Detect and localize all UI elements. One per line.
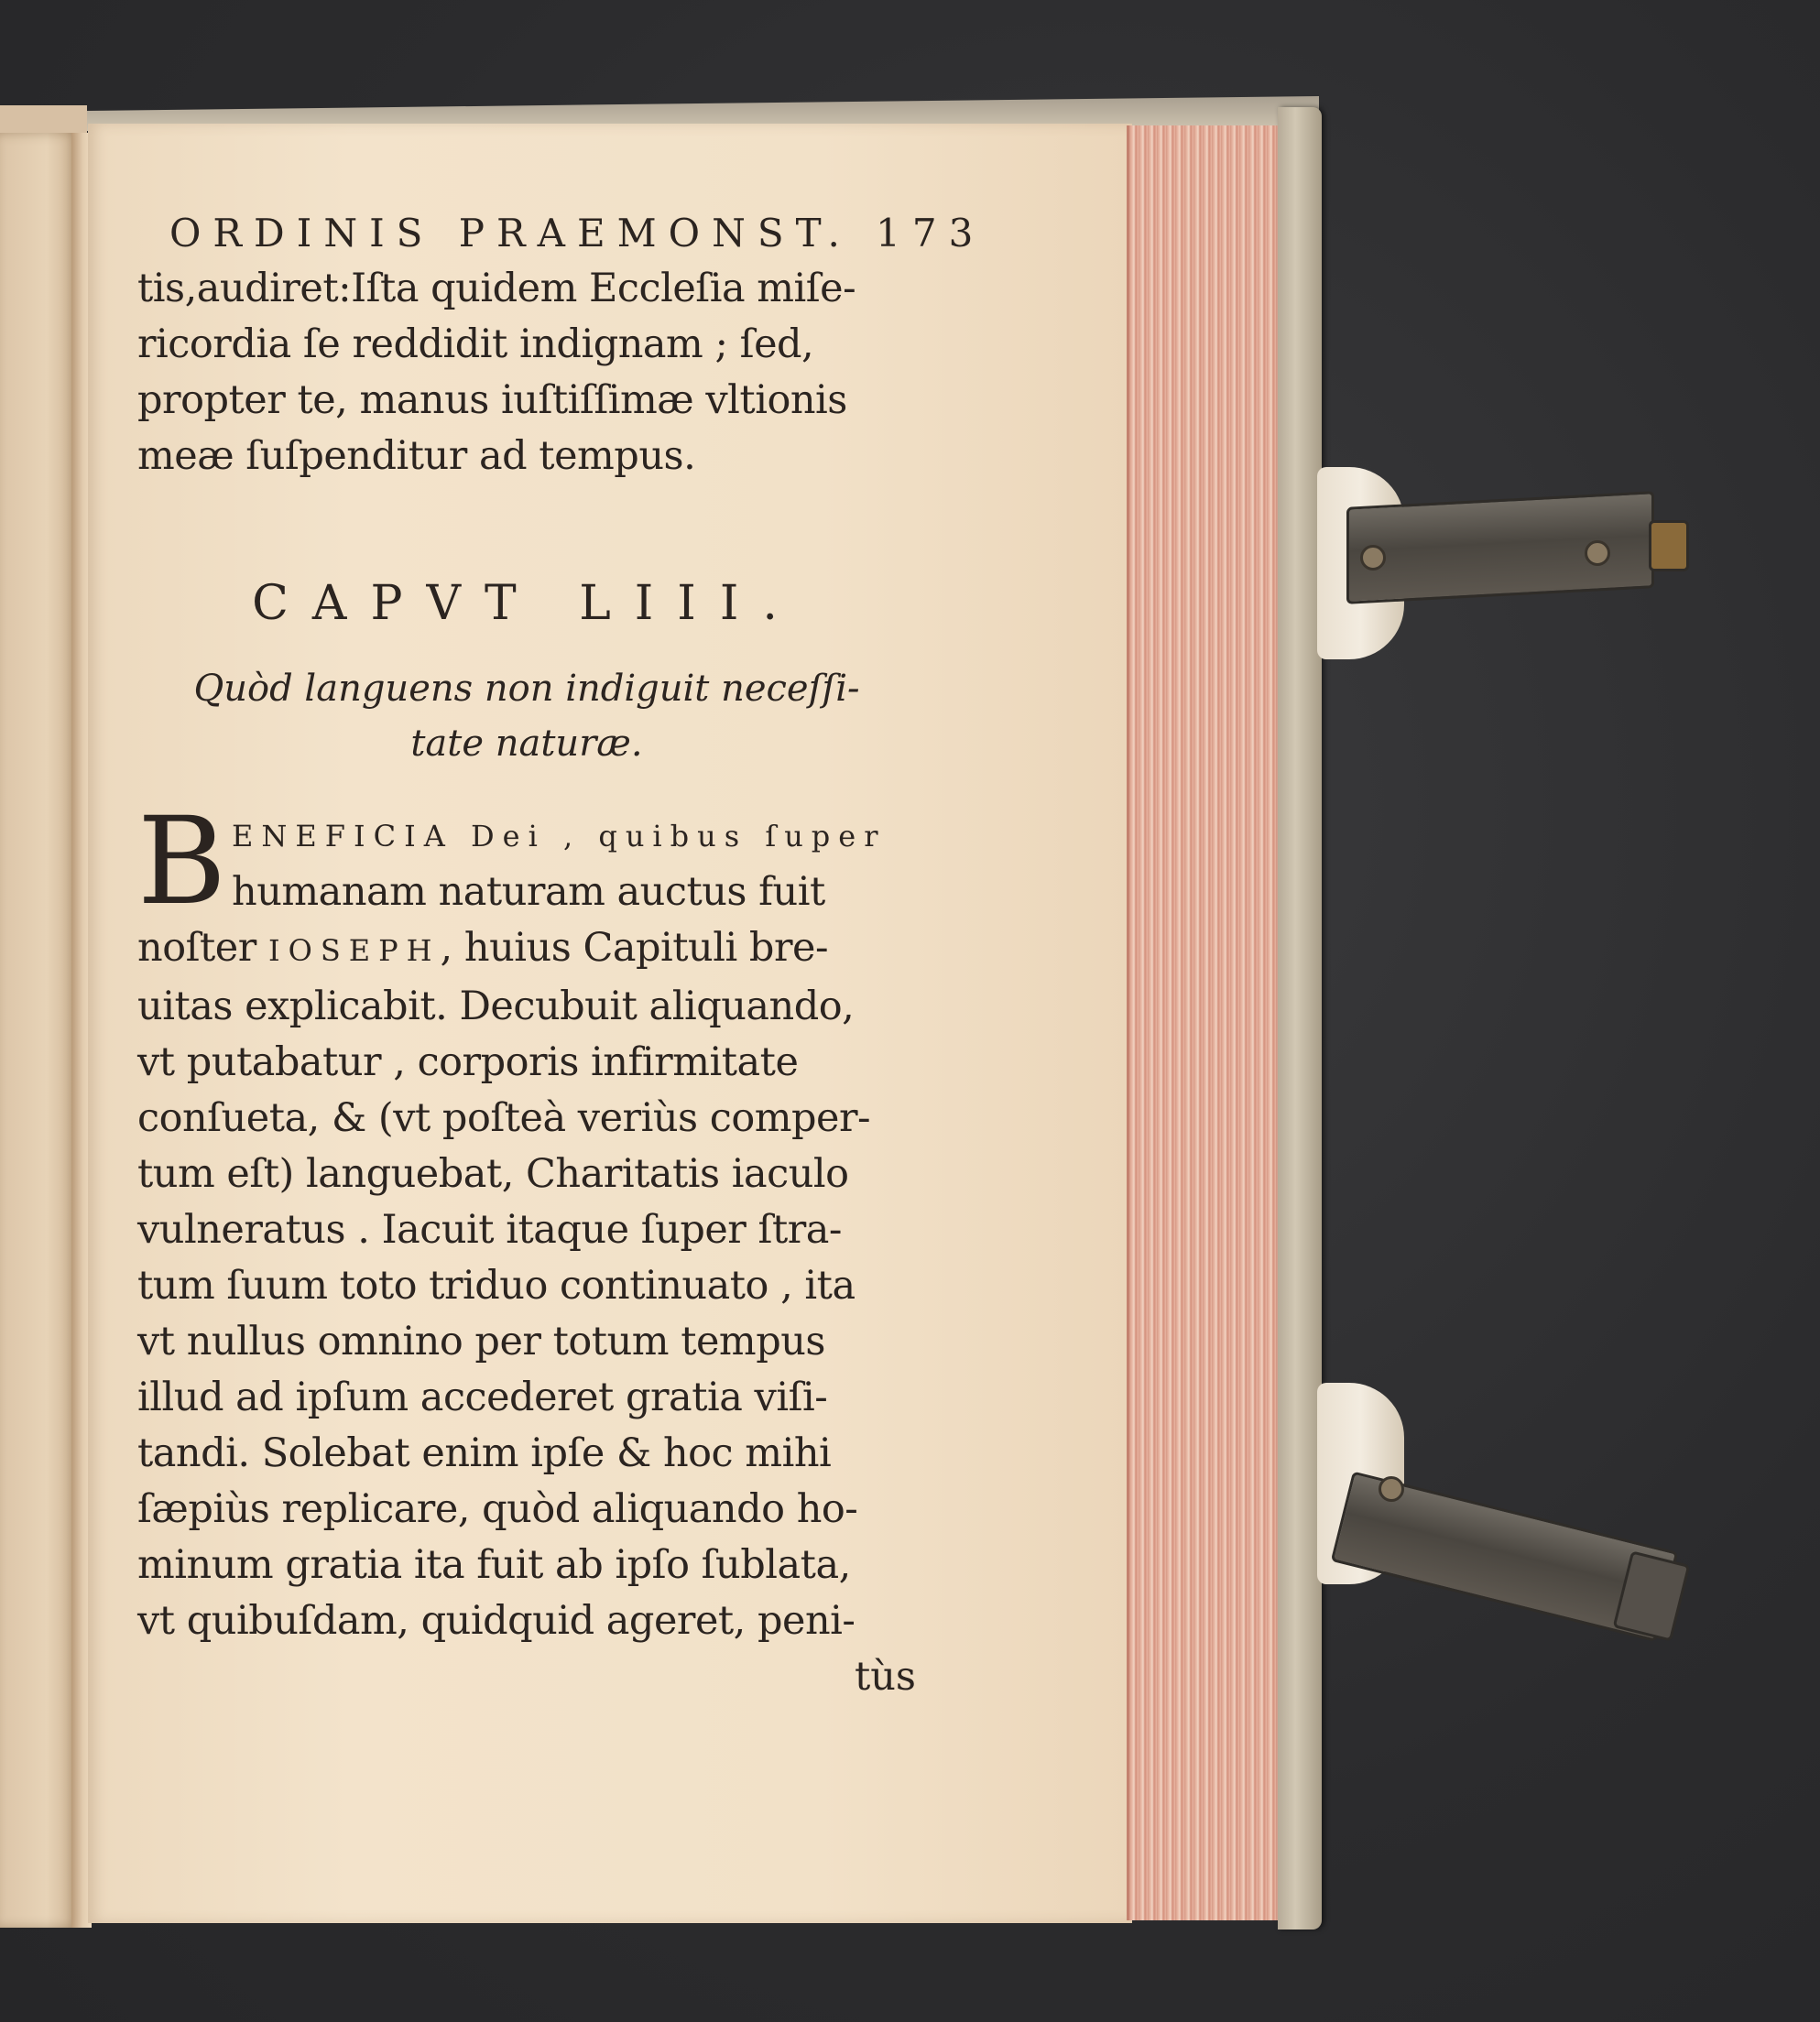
text-line [137,806,916,864]
text-line [137,920,916,979]
text-line: tum eſt) languebat, Charitatis iaculo [137,1151,849,1197]
drop-capital: B [137,791,227,932]
page-edges [1127,125,1285,1920]
chapter-body [137,791,916,1705]
text-line: vt putabatur , corporis infirmitate [137,1039,799,1085]
text-line: tandi. Solebat enim ipſe & hoc mihi [137,1430,832,1476]
lower-clasp-rivet [1379,1476,1404,1502]
text-line: uitas explicabit. Decubuit aliquando, [137,984,855,1029]
text-line: humanam naturam auctus fuit [232,869,825,915]
text-line: conſueta, & (vt poſteà veriùs comper- [137,1095,871,1141]
upper-clasp-rivet-2 [1585,540,1610,566]
text-line: vt nullus omnino per totum tempus [137,1319,825,1364]
catchword: tùs [854,1654,916,1700]
text-line: minum gratia ita fuit ab ipſo ſublata, [137,1542,851,1588]
third-line-start: noſter [137,925,268,971]
name-smallcaps: IOSEPH [267,933,441,968]
text-line: meæ ſuſpenditur ad tempus. [137,433,696,479]
page-text [137,206,986,1705]
text-line: vulneratus . Iacuit itaque ſuper ſtra- [137,1207,842,1253]
cover-edge [1278,107,1322,1930]
text-line: ſæpiùs replicare, quòd aliquando ho- [137,1486,858,1532]
chapter-subtitle-line: Quòd languens non indiguit neceſſi- [193,668,860,710]
third-line-end: , huius Capituli bre- [440,925,828,971]
upper-clasp-tip [1649,520,1689,571]
continued-text [137,261,916,484]
text-line: ricordia ſe reddidit indignam ; ſed, [137,321,814,367]
first-line-text: ENEFICIA Dei , quibus ſuper [232,819,887,853]
chapter-subtitle-line: tate naturæ. [410,723,643,765]
text-line: propter te, manus iuſtiſſimæ vltionis [137,377,847,423]
running-head: ORDINIS PRAEMONST. 173 [169,211,986,255]
text-line: tum ſuum toto triduo continuato , ita [137,1263,856,1309]
text-line: illud ad ipſum accederet gratia viſi- [137,1375,828,1420]
text-line: tis,audiret:Iſta quidem Eccleſia miſe- [137,266,856,311]
upper-clasp-rivet-1 [1360,545,1386,571]
left-page [0,133,78,1928]
chapter-heading: CAPVT LIII. [252,576,801,631]
text-line: vt quibuſdam, quidquid ageret, peni- [137,1598,856,1644]
